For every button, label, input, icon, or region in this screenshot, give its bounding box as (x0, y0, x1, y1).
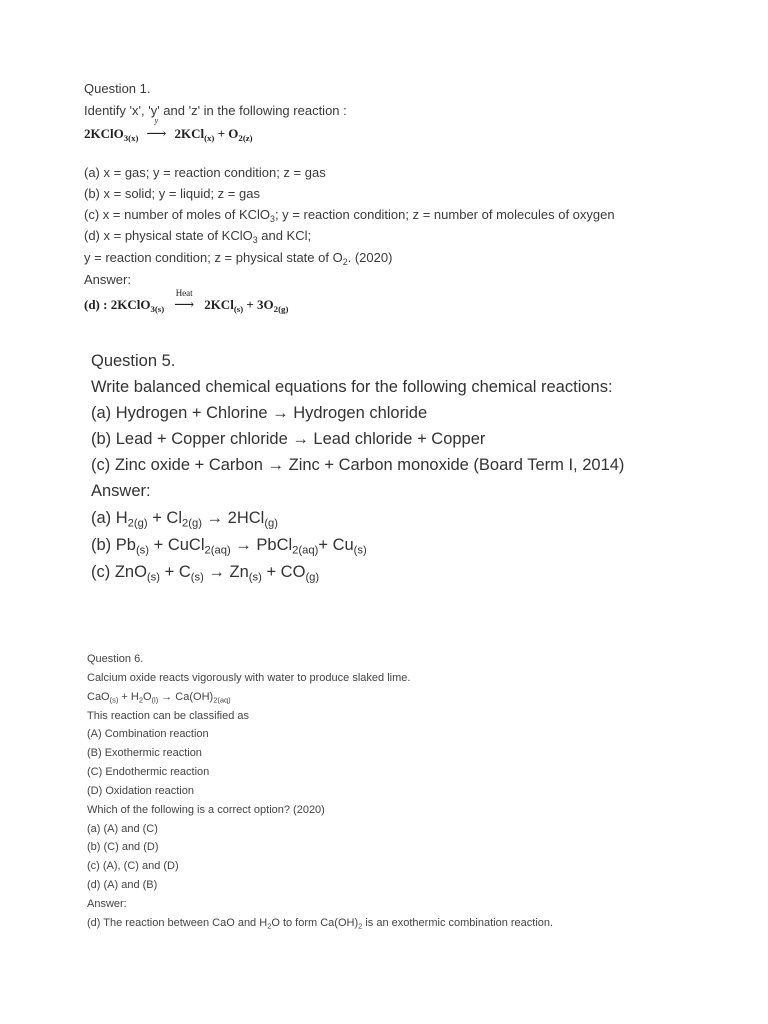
q5-prompt: Write balanced chemical equations for the following chemical reactions: (91, 378, 613, 396)
q1-arrow-label: y (154, 116, 159, 125)
q6-option-a: (a) (A) and (C) (87, 823, 158, 835)
q1-option-c: (c) x = number of moles of KClO$_3$; y = reaction condition; z = number of molecules of oxygen (84, 207, 615, 224)
q5-answer-c: (c) $ZnO_{(s)} + C_{(s)} \to Zn_{(s)} + CO_{(g)}$ (91, 563, 320, 584)
q6-option-d: (d) (A) and (B) (87, 879, 158, 891)
q6-option-b: (b) (C) and (D) (87, 841, 159, 853)
q6-choice-A: (A) Combination reaction (87, 728, 209, 740)
q6-choice-C: (C) Endothermic reaction (87, 766, 210, 778)
q1-equation: 2KClO$_{3(x)}$ y ⟶ $2KCl_{(x)} + O_{2(z)}$ (84, 116, 253, 143)
q1-answer: (d) : 2KClO$_{3(s)}$ Heat ⟶ $2KCl_{(s)} + 3O_{2(g)}$ (84, 288, 289, 314)
q1-option-d-cont: y = reaction condition; z = physical state of $O_2$. (2020) (84, 250, 393, 267)
q5-answer-a: (a) $H_{2(g)} + Cl_{2(g)} \to 2HCl_{(g)}$ (91, 509, 279, 530)
q6-answer: (d) The reaction between CaO and $H_2O$ to form $Ca(OH)_2$ is an exothermic combination reaction. (87, 917, 554, 931)
q5-answer-b: (b) $Pb_{(s)}$ + CuCl$_{2(aq)}$ → PbCl$_{2(aq)}$+ $Cu_{(s)}$ (91, 536, 367, 557)
q6-prompt: Calcium oxide reacts vigorously with water to produce slaked lime. (87, 672, 411, 684)
q6-title: Question 6. (87, 653, 144, 665)
q1-answer-arrow-label: Heat (175, 288, 193, 298)
q1-option-b: (b) x = solid; y = liquid; z = gas (84, 186, 260, 201)
q1-answer-label: Answer: (84, 272, 131, 287)
q6-which: Which of the following is a correct option? (2020) (87, 804, 325, 816)
q5-answer-label: Answer: (91, 482, 151, 500)
q5-item-b: (b) Lead + Copper chloride → Lead chloride + Copper (91, 430, 486, 448)
q5-title: Question 5. (91, 352, 176, 370)
q6-choice-D: (D) Oxidation reaction (87, 785, 194, 797)
q6-classified: This reaction can be classified as (87, 710, 250, 722)
q6-choice-B: (B) Exothermic reaction (87, 747, 202, 759)
q6-equation: $CaO_{(s)} + H_2O_{(l)} \to Ca(OH)_{2(aq)}$ (87, 691, 231, 705)
q5-item-c: (c) Zinc oxide + Carbon → Zinc + Carbon monoxide (Board Term I, 2014) (91, 456, 625, 474)
q1-title: Question 1. (84, 81, 151, 96)
q6-option-c: (c) (A), (C) and (D) (87, 860, 179, 872)
q5-item-a: (a) Hydrogen + Chlorine → Hydrogen chloride (91, 404, 428, 422)
q1-option-d: (d) x = physical state of KClO$_3$ and KCl; (84, 228, 312, 245)
q6-answer-label: Answer: (87, 898, 127, 910)
q1-option-a: (a) x = gas; y = reaction condition; z = gas (84, 165, 326, 180)
q1-prompt: Identify 'x', 'y' and 'z' in the following reaction : (84, 103, 347, 118)
